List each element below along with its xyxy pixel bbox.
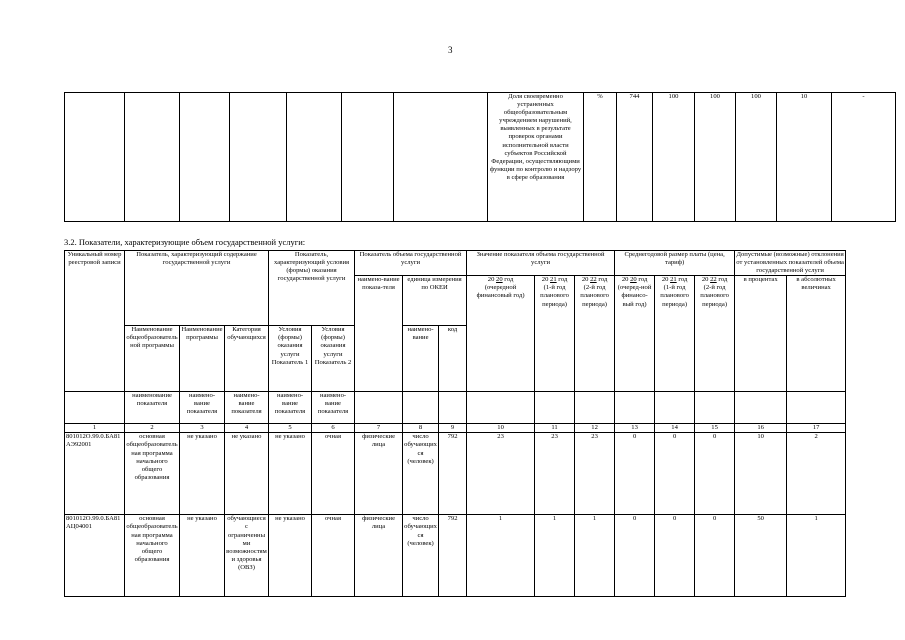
header-dev-percent: в процентах — [735, 276, 787, 392]
empty-cell — [615, 392, 655, 424]
col-num: 16 — [735, 424, 787, 433]
header-fee-y3: 20 22 год (2-й год планового периода) — [695, 276, 735, 392]
header-content: Показатель, характеризующий содержание государственной услуги — [125, 251, 269, 326]
table-row — [65, 433, 846, 515]
empty-cell — [735, 392, 787, 424]
header-fee-y2: 20 21 год (1-й год планового периода) — [655, 276, 695, 392]
col-num: 7 — [355, 424, 403, 433]
col-num: 13 — [615, 424, 655, 433]
fee-y1: 0 — [615, 515, 655, 597]
ind-name-4: наимено-вание показателя — [269, 392, 312, 424]
col-num: 9 — [439, 424, 467, 433]
page-number: 3 — [448, 45, 453, 55]
dev-percent-cell: 50 — [735, 515, 787, 597]
header-deviation: Допустимые (возможные) отклонения от установленных показателей объема государственной услуги — [736, 251, 844, 275]
unit-name-cell: число обучающихся (человек) — [403, 515, 439, 597]
empty-cell — [535, 392, 575, 424]
reg-number: 801012О.99.0.БА81АЭ92001 — [65, 433, 125, 515]
empty-cell — [787, 392, 846, 424]
empty-cell — [394, 93, 488, 222]
value-y1: 23 — [467, 433, 535, 515]
top-table — [64, 92, 896, 222]
header-row-4 — [65, 392, 846, 424]
header-cat: Категория обучающихся — [225, 326, 269, 392]
col-num: 11 — [535, 424, 575, 433]
header-cond2: Условия (формы) оказания услуги Показатель 2 — [312, 326, 355, 392]
value-y2: 23 — [535, 433, 575, 515]
value-y3: 1 — [575, 515, 615, 597]
header-volume: Показатель объема государственной услуги — [355, 251, 467, 276]
value-2022: 100 — [736, 93, 777, 222]
header-value-y2: 20 21 год (1-й год планового периода) — [535, 276, 575, 392]
dev-percent-cell: 10 — [735, 433, 787, 515]
col-num: 3 — [180, 424, 225, 433]
empty-cell — [65, 392, 125, 424]
empty-cell — [125, 93, 180, 222]
header-volume-value: Значение показателя объема государственной услуги — [467, 251, 615, 276]
fee-y2: 0 — [655, 433, 695, 515]
program-name-cell: не указано — [180, 515, 225, 597]
col-num: 15 — [695, 424, 735, 433]
empty-cell — [403, 392, 439, 424]
ind-name-3: наимено-вание показателя — [225, 392, 269, 424]
reg-number: 801012О.99.0.БА81АЦ04001 — [65, 515, 125, 597]
top-table-row — [65, 93, 896, 222]
col-num: 4 — [225, 424, 269, 433]
empty-cell — [180, 93, 230, 222]
col-num: 8 — [403, 424, 439, 433]
empty-cell — [655, 392, 695, 424]
ind-name-1: наименование показателя — [125, 392, 180, 424]
section-title: 3.2. Показатели, характеризующие объем государственной услуги: — [64, 237, 306, 247]
okei-cell: 744 — [617, 93, 653, 222]
header-conditions: Показатель, характеризующий условия (формы) оказания государственной услуги — [269, 251, 355, 326]
header-unit-name: наимено-вание — [403, 326, 439, 392]
volume-name-cell: физические лица — [355, 515, 403, 597]
header-value-y3: 20 22 год (2-й год планового периода) — [575, 276, 615, 392]
col-num: 5 — [269, 424, 312, 433]
column-numbers-row — [65, 424, 846, 433]
value-y2: 1 — [535, 515, 575, 597]
fee-y3: 0 — [695, 433, 735, 515]
dev-abs-cell: 1 — [787, 515, 846, 597]
program-cell: основная общеобразовательная программа начального общего образования — [125, 515, 180, 597]
empty-cell — [467, 392, 535, 424]
category-cell: не указано — [225, 433, 269, 515]
header-vol-unit: единица измерения по ОКЕИ — [403, 276, 467, 326]
value-y3: 23 — [575, 433, 615, 515]
ind-name-2: наимено-вание показателя — [180, 392, 225, 424]
empty-cell — [355, 392, 403, 424]
indicator-text: Доля своевременно устраненных общеобразовательным учреждением нарушений, выявленных в результате проверок органами исполнительной власти субъектов Российской Федерации, осуществляющими функции по контролю и надзору в сфере образования — [488, 93, 584, 222]
unit-name-cell: число обучающихся (человек) — [403, 433, 439, 515]
col-num: 1 — [65, 424, 125, 433]
empty-cell — [439, 392, 467, 424]
col-num: 14 — [655, 424, 695, 433]
condition1-cell: не указано — [269, 515, 312, 597]
program-cell: основная общеобразовательная программа начального общего образования — [125, 433, 180, 515]
ind-name-5: наимено-вание показателя — [312, 392, 355, 424]
condition2-cell: очная — [312, 433, 355, 515]
col-num: 2 — [125, 424, 180, 433]
col-num: 6 — [312, 424, 355, 433]
program-name-cell: не указано — [180, 433, 225, 515]
value-2021: 100 — [695, 93, 736, 222]
dev-abs-cell: 2 — [787, 433, 846, 515]
deviation-percent: 10 — [777, 93, 832, 222]
col-num: 12 — [575, 424, 615, 433]
empty-cell — [695, 392, 735, 424]
header-fee-y1: 20 20 год (очеред-ной финансо-вый год) — [615, 276, 655, 392]
deviation-abs: - — [832, 93, 896, 222]
value-2020: 100 — [653, 93, 695, 222]
condition2-cell: очная — [312, 515, 355, 597]
fee-y1: 0 — [615, 433, 655, 515]
fee-y3: 0 — [695, 515, 735, 597]
condition1-cell: не указано — [269, 433, 312, 515]
header-vol-name: наимено-вание показа-теля — [355, 276, 403, 392]
header-fee: Среднегодовой размер платы (цена, тариф) — [615, 251, 735, 276]
value-y1: 1 — [467, 515, 535, 597]
header-prog: Наименование общеобразовательной программы — [125, 326, 180, 392]
header-value-y1: 20 20 год (очередной финансовый год) — [467, 276, 535, 392]
header-reg: Уникальный номер реестровой записи — [65, 251, 125, 392]
empty-cell — [287, 93, 342, 222]
unit-cell: % — [584, 93, 617, 222]
empty-cell — [65, 93, 125, 222]
empty-cell — [342, 93, 394, 222]
col-num: 17 — [787, 424, 846, 433]
empty-cell — [575, 392, 615, 424]
fee-y2: 0 — [655, 515, 695, 597]
category-cell: обучающиеся с ограниченными возможностями здоровья (ОВЗ) — [225, 515, 269, 597]
header-cond1: Условия (формы) оказания услуги Показатель 1 — [269, 326, 312, 392]
unit-code-cell: 792 — [439, 515, 467, 597]
unit-code-cell: 792 — [439, 433, 467, 515]
volume-name-cell: физические лица — [355, 433, 403, 515]
table-row — [65, 515, 846, 597]
header-unit-code: код — [439, 326, 467, 392]
header-name: Наименование программы — [180, 326, 225, 392]
volume-table — [64, 250, 846, 597]
header-dev-abs: в абсолютных величинах — [787, 276, 846, 392]
col-num: 10 — [467, 424, 535, 433]
empty-cell — [230, 93, 287, 222]
header-row-1 — [65, 251, 846, 276]
